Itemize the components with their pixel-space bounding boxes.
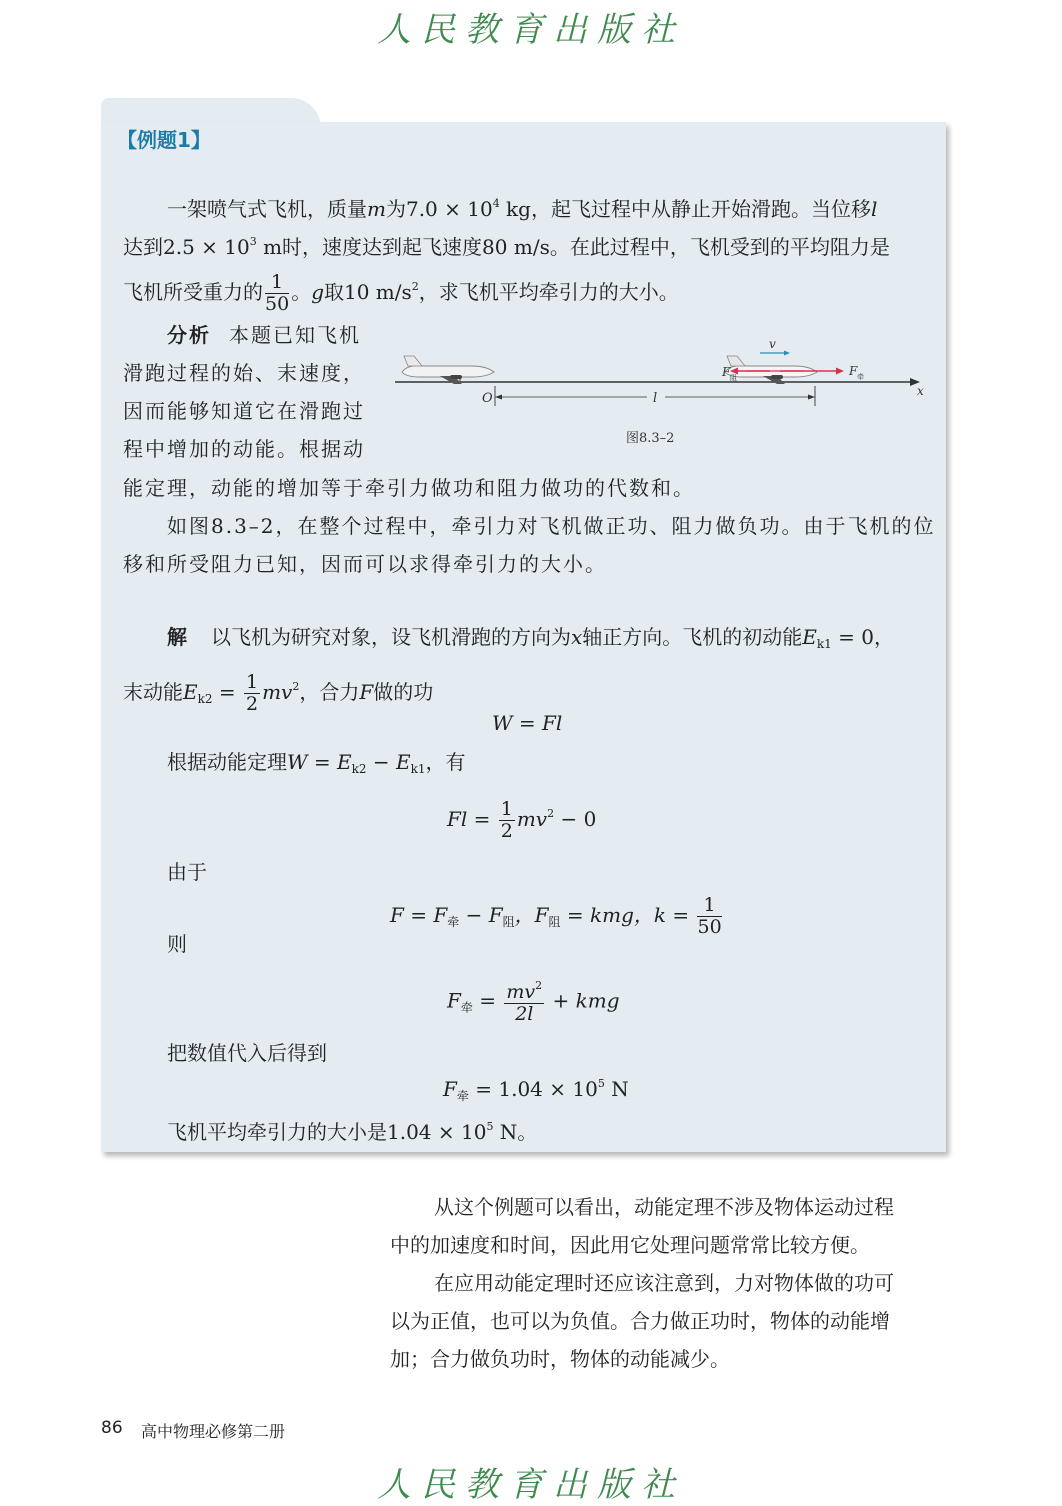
equation-work: W = Fl [492, 711, 563, 735]
pull-arrowhead [836, 368, 844, 375]
pull-force-sub: 牵 [857, 373, 864, 381]
problem-line-1: 一架喷气式飞机，质量m为$7.0 \times 10^4$ kg，起飞过程中从静止开始滑跑。当位移l [167, 197, 878, 221]
problem-line-2: 达到$2.5 \times 10^3$ m时，速度达到起飞速度80 m/s。在此过程中，飞机受到的平均阻力是 [123, 235, 890, 259]
due-to-label: 由于 [167, 860, 207, 884]
analysis-line-2: 滑跑过程的始、末速度， [123, 361, 365, 385]
body-p1-line-2: 中的加速度和时间，因此用它处理问题常常比较方便。 [390, 1233, 870, 1257]
fraction-1-50: $\frac{1}{50}$ [265, 271, 290, 315]
analysis-line-5: 能定理，动能的增加等于牵引力做功和阻力做功的代数和。 [123, 476, 695, 500]
fraction-half: $\frac{1}{2}$ [246, 671, 259, 715]
substitute-label: 把数值代入后得到 [167, 1041, 327, 1065]
figure-caption: 图8.3–2 [626, 431, 675, 446]
body-p2-line-1: 在应用动能定理时还应该注意到，力对物体做的功可 [434, 1271, 894, 1295]
page-number: 86 [101, 1418, 123, 1438]
equation-pull: $F_牵$ = $\frac{mv^2}{2l}$ + kmg [447, 979, 620, 1025]
then-label: 则 [167, 932, 187, 956]
velocity-label: v [769, 337, 776, 351]
analysis-label: 分析 [167, 323, 211, 347]
drag-force-sub: 阻 [730, 374, 737, 382]
analysis-line-3: 因而能够知道它在滑跑过 [123, 399, 365, 423]
solution-label: 解 [167, 625, 187, 649]
x-axis-label: x [917, 384, 924, 398]
example-title: 【例题1】 [117, 128, 211, 152]
book-title: 高中物理必修第二册 [141, 1422, 286, 1441]
analysis-line-1: 分析 本题已知飞机 [167, 323, 361, 347]
plane-end [725, 356, 817, 384]
problem-line-3: 飞机所受重力的 $\frac{1}{50}$ 。g取10 $m/s^2$，求飞机平均牵引力的大小。 [123, 271, 679, 315]
publisher-logo-bottom: 人民教育出版社 [377, 1465, 685, 1505]
final-answer: 飞机平均牵引力的大小是$1.04 \times 10^5$ N。 [167, 1120, 538, 1144]
analysis-line-4: 程中增加的动能。根据动 [123, 437, 365, 461]
body-p2-line-3: 加；合力做负功时，物体的动能减少。 [390, 1347, 730, 1371]
body-p1-line-1: 从这个例题可以看出，动能定理不涉及物体运动过程 [434, 1195, 894, 1219]
origin-label: O [482, 391, 493, 406]
analysis-line-6: 如图8.3–2，在整个过程中，牵引力对飞机做正功、阻力做负功。由于飞机的位 [167, 514, 936, 538]
displacement-label: l [653, 391, 658, 406]
equation-result: $F_牵 = 1.04 \times 10^5$ N [443, 1077, 629, 1103]
analysis-line-7: 移和所受阻力已知，因而可以求得牵引力的大小。 [123, 552, 607, 576]
theorem-line: 根据动能定理$W = E_{k2} - E_{k1}$，有 [167, 750, 466, 776]
plane-start [402, 356, 494, 384]
equation-fl: Fl = $\frac{1}{2}$ $mv^2 - 0$ [447, 798, 597, 842]
solution-line-2: 末动能$E_{k2}$ = $\frac{1}{2}$ $mv^2$，合力F做的功 [123, 671, 434, 715]
equation-force: $F = F_牵 - F_阻$，$F_阻$ = kmg，k = $\frac{1}{50}$ [390, 894, 722, 938]
solution-line-1: 解 以飞机为研究对象，设飞机滑跑的方向为x轴正方向。飞机的初动能$E_{k1} = 0$， [167, 625, 894, 651]
figure-8-3-2 [390, 330, 940, 460]
body-p2-line-2: 以为正值，也可以为负值。合力做正功时，物体的动能增 [390, 1309, 890, 1333]
drag-force-label: F [722, 365, 731, 379]
pull-force-label: F [849, 364, 858, 378]
publisher-logo-top: 人民教育出版社 [377, 10, 685, 50]
